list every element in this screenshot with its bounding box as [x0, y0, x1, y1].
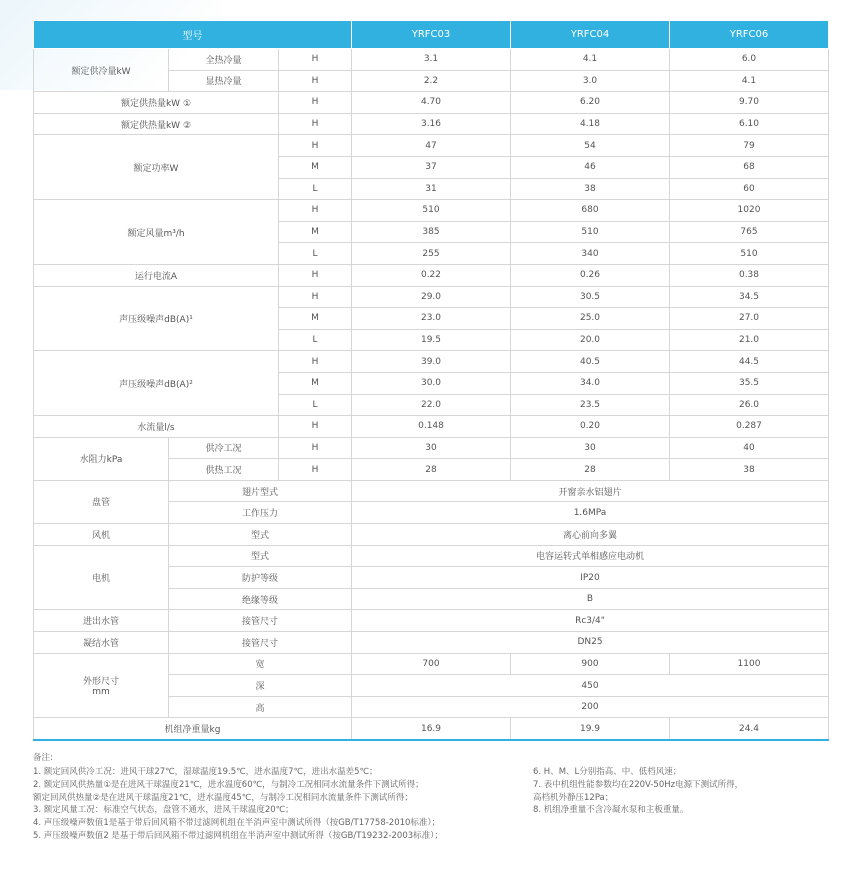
table-row	[34, 653, 829, 675]
table-row	[34, 49, 829, 71]
value-cell: 4.18	[511, 113, 670, 135]
row-label: 凝结水管	[34, 632, 169, 654]
sub-label: 翅片型式	[169, 480, 352, 502]
table-row	[34, 610, 829, 632]
value-cell: 1100	[670, 653, 829, 675]
sub-label: 全热冷量	[169, 49, 279, 71]
value-cell: 510	[670, 243, 829, 265]
row-label: 风机	[34, 524, 169, 546]
value-cell: 3.1	[352, 49, 511, 71]
speed-cell: H	[279, 437, 352, 459]
value-cell: 3.16	[352, 113, 511, 135]
value-cell: 765	[670, 221, 829, 243]
value-cell: 47	[352, 135, 511, 157]
row-label: 额定供热量kW ①	[34, 92, 279, 114]
table-row	[34, 113, 829, 135]
value-cell: 0.22	[352, 264, 511, 286]
table-row	[34, 286, 829, 308]
value-cell: 40	[670, 437, 829, 459]
speed-cell: H	[279, 92, 352, 114]
row-label: 额定供冷量kW	[34, 49, 169, 92]
note-line: 3. 额定风量工况：标准空气状态，盘管不通水，进风干球温度20℃；	[33, 805, 294, 816]
speed-cell: H	[279, 459, 352, 481]
value-cell: 22.0	[352, 394, 511, 416]
value-cell: 28	[352, 459, 511, 481]
value-cell: 60	[670, 178, 829, 200]
sub-label: 接管尺寸	[169, 632, 352, 654]
value-cell: 0.26	[511, 264, 670, 286]
note-line: 4. 声压级噪声数值1是基于带后回风箱不带过滤网机组在半消声室中测试所得（按GB/T17758-2010标准）；	[33, 818, 441, 829]
value-cell: 37	[352, 156, 511, 178]
speed-cell: M	[279, 156, 352, 178]
value-cell: 38	[670, 459, 829, 481]
model-name: YRFC06	[670, 21, 829, 49]
value-cell: 35.5	[670, 372, 829, 394]
value-cell: 0.287	[670, 416, 829, 438]
speed-cell: M	[279, 308, 352, 330]
row-label: 机组净重量kg	[34, 718, 352, 740]
table-row	[34, 524, 829, 546]
notes-left-column	[33, 766, 533, 843]
value-cell: 29.0	[352, 286, 511, 308]
value-cell: 19.5	[352, 329, 511, 351]
value-cell: 2.2	[352, 70, 511, 92]
sub-label: 供热工况	[169, 459, 279, 481]
speed-cell: H	[279, 49, 352, 71]
value-cell: 30.0	[352, 372, 511, 394]
speed-cell: H	[279, 351, 352, 373]
table-row	[34, 200, 829, 222]
speed-cell: H	[279, 200, 352, 222]
value-cell: 700	[352, 653, 511, 675]
value-cell: 54	[511, 135, 670, 157]
speed-cell: L	[279, 178, 352, 200]
value-cell: 3.0	[511, 70, 670, 92]
sub-label: 接管尺寸	[169, 610, 352, 632]
row-label: 电机	[34, 545, 169, 610]
speed-cell: L	[279, 394, 352, 416]
sub-label: 防护等级	[169, 567, 352, 589]
sub-label: 型式	[169, 524, 352, 546]
table-row	[34, 351, 829, 373]
value-cell: 510	[511, 221, 670, 243]
value-cell: 25.0	[511, 308, 670, 330]
value-cell: 46	[511, 156, 670, 178]
value-cell: 16.9	[352, 718, 511, 740]
value-cell: 0.38	[670, 264, 829, 286]
value-cell: 0.148	[352, 416, 511, 438]
speed-cell: H	[279, 264, 352, 286]
row-label: 声压级噪声dB(A)¹	[34, 286, 279, 351]
model-name: YRFC03	[352, 21, 511, 49]
sub-label: 工作压力	[169, 502, 352, 524]
speed-cell: L	[279, 243, 352, 265]
model-header: 型号	[34, 21, 352, 49]
speed-cell: H	[279, 286, 352, 308]
sub-label: 高	[169, 696, 352, 718]
speed-cell: H	[279, 135, 352, 157]
value-cell: 34.0	[511, 372, 670, 394]
sub-label: 显热冷量	[169, 70, 279, 92]
value-cell: 900	[511, 653, 670, 675]
notes-title: 备注:	[33, 753, 53, 763]
value-cell: DN25	[352, 632, 829, 654]
value-cell: 1020	[670, 200, 829, 222]
value-cell: 24.4	[670, 718, 829, 740]
row-label: 水流量l/s	[34, 416, 279, 438]
value-cell: 510	[352, 200, 511, 222]
spec-table	[33, 20, 829, 741]
note-line: 高档机外静压12Pa；	[533, 792, 614, 803]
table-row	[34, 135, 829, 157]
row-label: 盘管	[34, 480, 169, 523]
value-cell: 28	[511, 459, 670, 481]
dimensions-label: 外形尺寸	[82, 677, 119, 688]
table-row	[34, 545, 829, 567]
value-cell: 68	[670, 156, 829, 178]
speed-cell: H	[279, 416, 352, 438]
row-label: 运行电流A	[34, 264, 279, 286]
header-row	[34, 21, 829, 49]
value-cell: 6.0	[670, 49, 829, 71]
row-label: 声压级噪声dB(A)²	[34, 351, 279, 416]
value-cell: 6.10	[670, 113, 829, 135]
note-line: 8. 机组净重量不含冷凝水泵和主板重量。	[533, 805, 689, 816]
value-cell: 23.0	[352, 308, 511, 330]
value-cell: IP20	[352, 567, 829, 589]
row-label: 额定风量m³/h	[34, 200, 279, 265]
note-line: 1. 额定回风供冷工况：进风干球27℃，湿球温度19.5℃，进水温度7℃，进出水温差5℃；	[33, 767, 378, 777]
value-cell: 30.5	[511, 286, 670, 308]
table-row	[34, 264, 829, 286]
value-cell: 6.20	[511, 92, 670, 114]
note-line: 5. 声压级噪声数值2 是基于带后回风箱不带过滤网机组在半消声室中测试所得（按GB/T19232-2003标准）；	[33, 830, 443, 841]
value-cell: 4.1	[511, 49, 670, 71]
sub-label: 深	[169, 675, 352, 697]
speed-cell: M	[279, 372, 352, 394]
value-cell: 40.5	[511, 351, 670, 373]
dimensions-unit: mm	[92, 687, 110, 698]
table-row	[34, 92, 829, 114]
value-cell: 开窗亲水铝翅片	[352, 480, 829, 502]
table-row	[34, 437, 829, 459]
value-cell: 39.0	[352, 351, 511, 373]
note-line: 额定回风供热量②是在进风干球温度21℃，进水温度45℃，与制冷工况相同水流量条件下测试所得；	[33, 792, 413, 803]
row-label: 水阻力kPa	[34, 437, 169, 480]
value-cell: 23.5	[511, 394, 670, 416]
value-cell: 31	[352, 178, 511, 200]
value-cell: 680	[511, 200, 670, 222]
value-cell: 19.9	[511, 718, 670, 740]
notes-right-column	[533, 766, 833, 817]
speed-cell: L	[279, 329, 352, 351]
value-cell: 26.0	[670, 394, 829, 416]
table-row	[34, 718, 829, 740]
table-row	[34, 480, 829, 502]
speed-cell: H	[279, 70, 352, 92]
value-cell: 27.0	[670, 308, 829, 330]
value-cell: 电容运转式单相感应电动机	[352, 545, 829, 567]
row-label: 额定供热量kW ②	[34, 113, 279, 135]
value-cell: B	[352, 588, 829, 610]
speed-cell: H	[279, 113, 352, 135]
row-label: 进出水管	[34, 610, 169, 632]
value-cell: 0.20	[511, 416, 670, 438]
value-cell: 34.5	[670, 286, 829, 308]
value-cell: 38	[511, 178, 670, 200]
table-row	[34, 416, 829, 438]
value-cell: 1.6MPa	[352, 502, 829, 524]
notes-section	[33, 752, 833, 841]
value-cell: 385	[352, 221, 511, 243]
table-row	[34, 632, 829, 654]
value-cell: 离心前向多翼	[352, 524, 829, 546]
row-label	[34, 653, 169, 718]
value-cell: 450	[352, 675, 829, 697]
value-cell: Rc3/4"	[352, 610, 829, 632]
speed-cell: M	[279, 221, 352, 243]
model-name: YRFC04	[511, 21, 670, 49]
value-cell: 4.1	[670, 70, 829, 92]
sub-label: 供冷工况	[169, 437, 279, 459]
value-cell: 21.0	[670, 329, 829, 351]
sub-label: 宽	[169, 653, 352, 675]
value-cell: 9.70	[670, 92, 829, 114]
sub-label: 绝缘等级	[169, 588, 352, 610]
value-cell: 44.5	[670, 351, 829, 373]
value-cell: 200	[352, 696, 829, 718]
value-cell: 340	[511, 243, 670, 265]
value-cell: 79	[670, 135, 829, 157]
value-cell: 30	[352, 437, 511, 459]
sub-label: 型式	[169, 545, 352, 567]
note-line: 2. 额定回风供热量①是在进风干球温度21℃，进水温度60℃，与制冷工况相同水流量条件下测试所得；	[33, 779, 424, 790]
note-line: 7. 表中机组性能参数均在220V-50Hz电源下测试所得，	[533, 779, 744, 790]
note-line: 6. H、M、L分别指高、中、低档风速；	[533, 767, 682, 777]
row-label: 额定功率W	[34, 135, 279, 200]
value-cell: 255	[352, 243, 511, 265]
value-cell: 4.70	[352, 92, 511, 114]
value-cell: 30	[511, 437, 670, 459]
value-cell: 20.0	[511, 329, 670, 351]
